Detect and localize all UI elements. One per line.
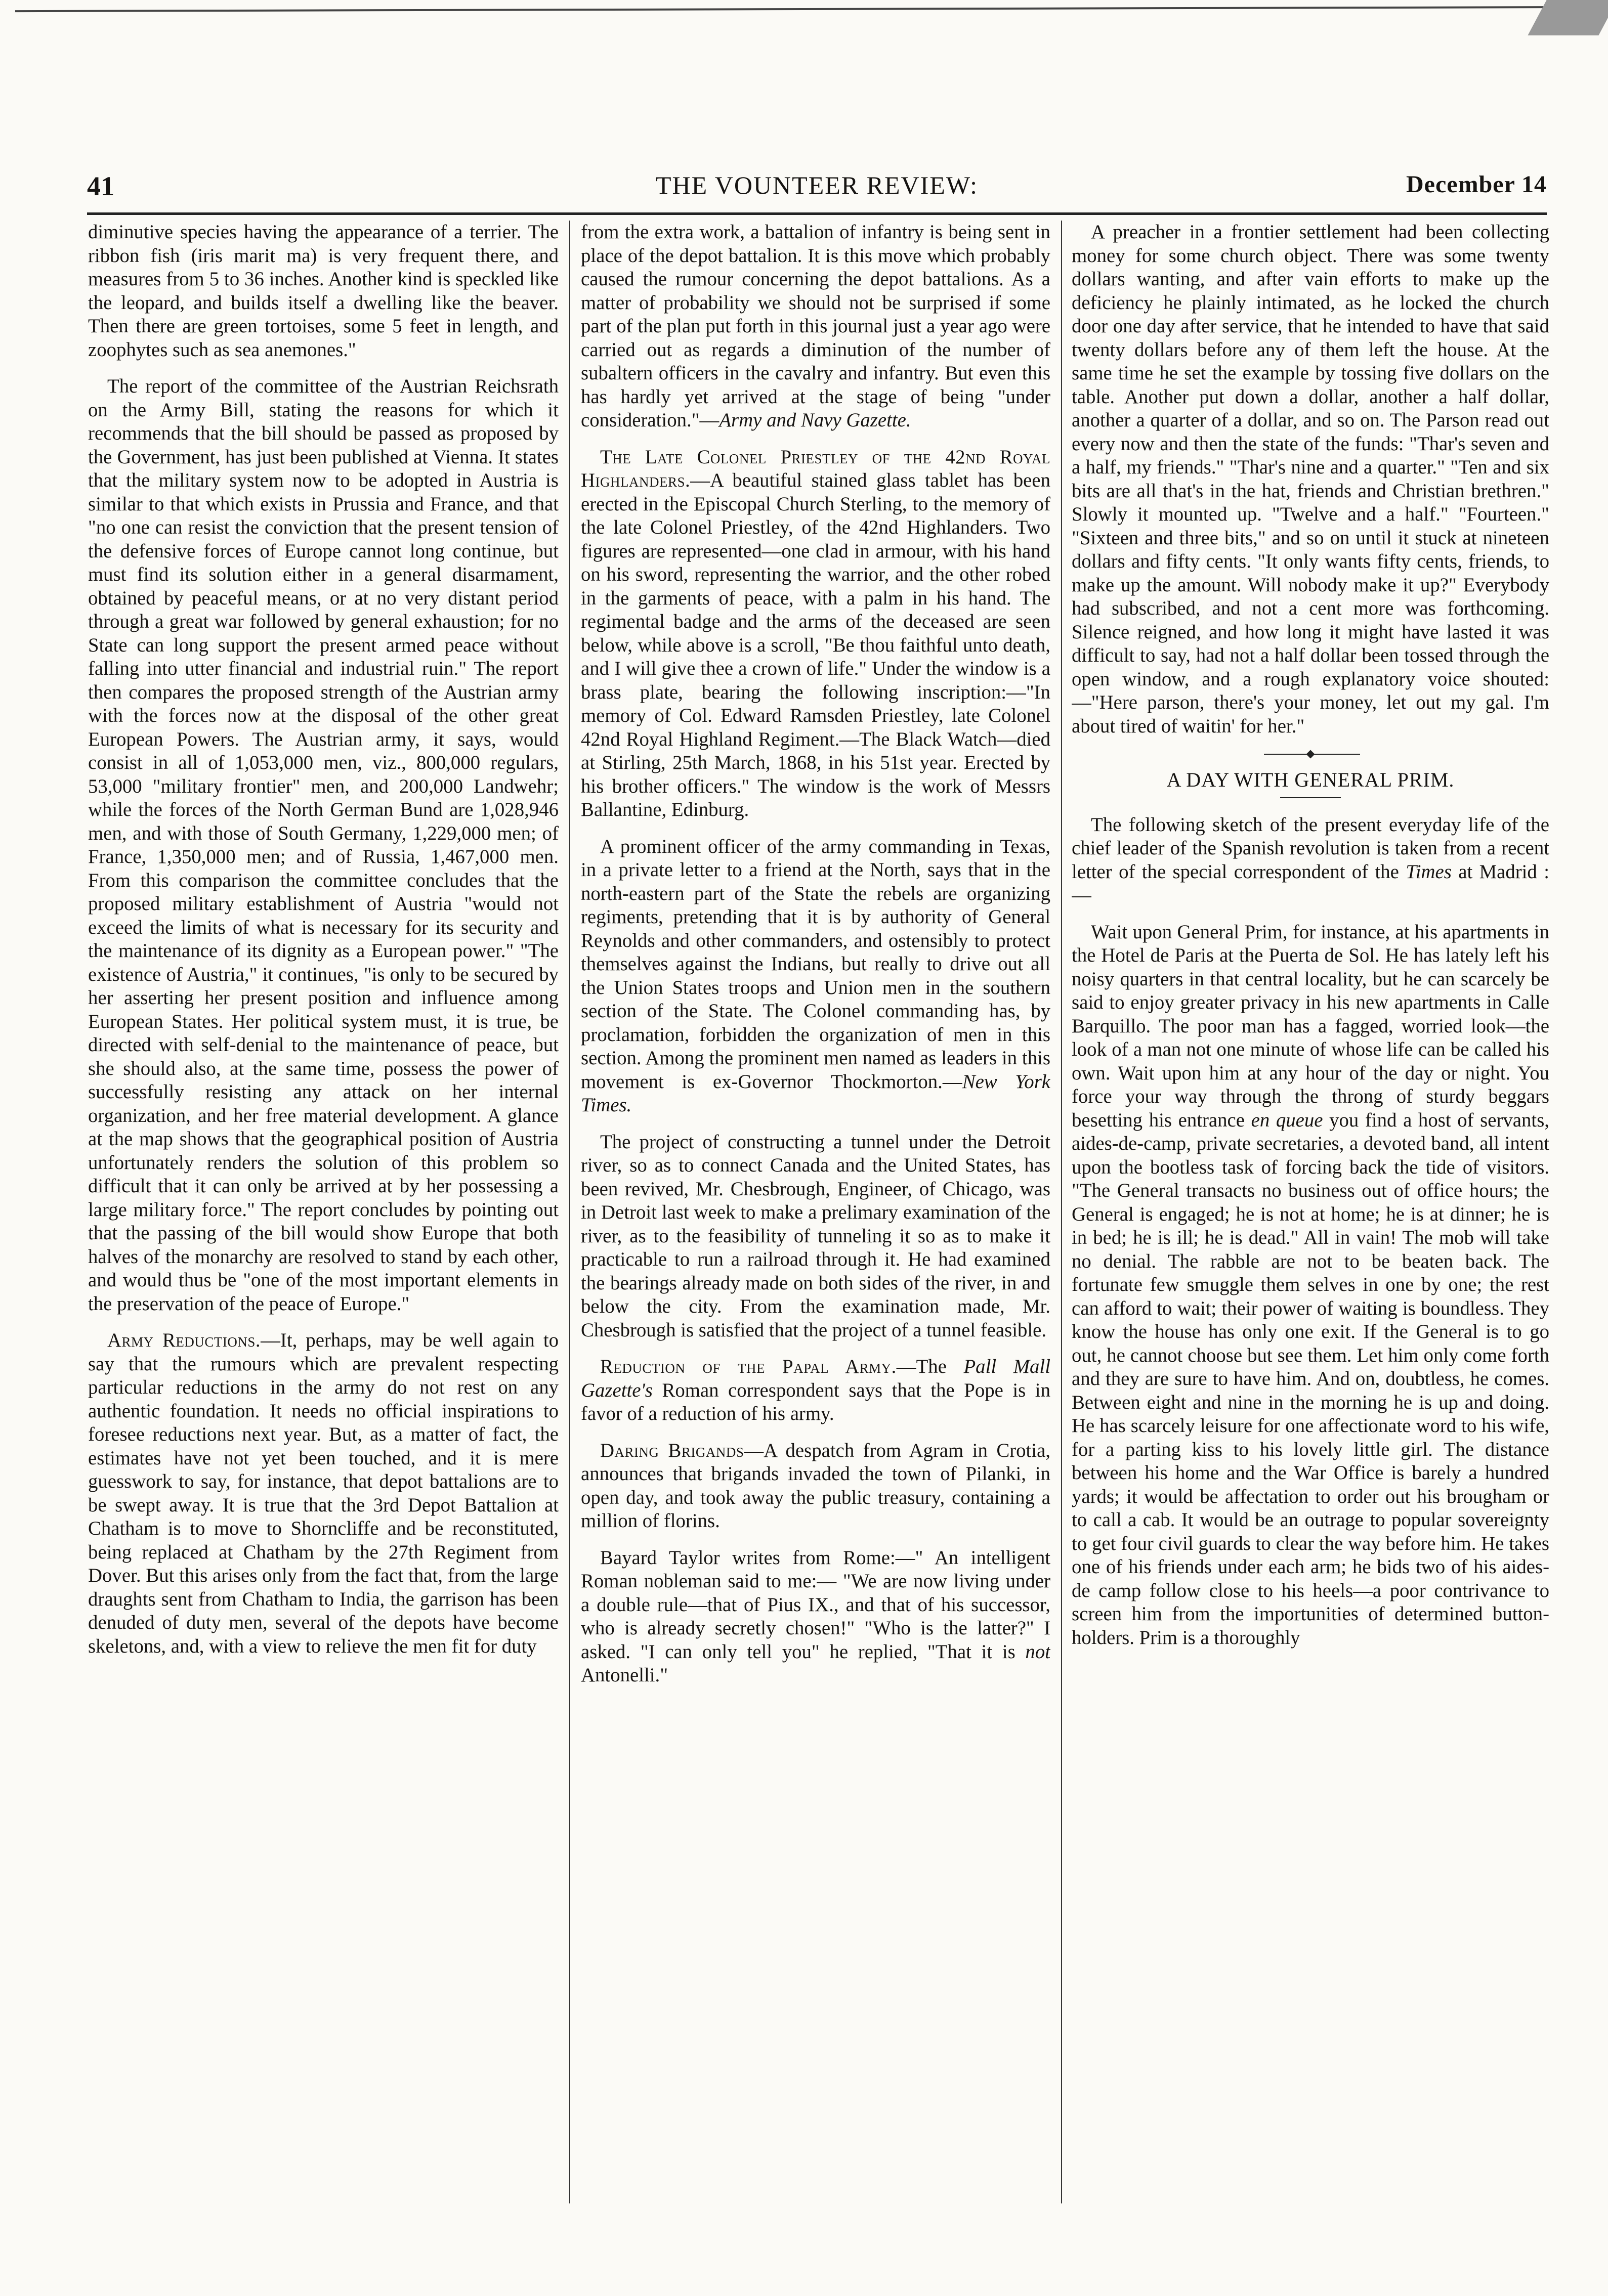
column-2 — [581, 221, 1050, 2203]
column-rule — [569, 221, 570, 2203]
article-body: —A despatch from Agram in Crotia, announces that brigands invaded the town of Pilanki, in open day, and took away the public treasury, containing a million of florins. — [581, 1439, 1050, 1532]
header-rule — [87, 212, 1547, 215]
heading-rule — [1280, 797, 1341, 798]
article-bayard-taylor — [581, 1546, 1050, 1687]
article-body: at Madrid :— — [1072, 860, 1549, 906]
article-continuation — [581, 221, 1050, 432]
article-body: —A beautiful stained glass tablet has been erected in the Episcopal Church Sterling, to the memory of the late Colonel Priestley, of the 42nd Highlanders. Two figures are represented—one clad in armour, with his hand on his sword, representing the warrior, and the other robed in the garments of peace, with a palm in his hand. The regimental badge and the arms of the deceased are seen below, while above is a scroll, "Be thou faithful unto death, and I will give thee a crown of life." Under the window is a brass plate, bearing the following inscription:—"In memory of Col. Edward Ramsden Priestley, late Colonel 42nd Royal Highland Regiment.—The Black Watch—died at Stirling, 25th March, 1868, in his 51st year. Erected by his brother officers." The window is the work of Messrs Ballantine, Edinburg. — [581, 469, 1050, 820]
article-heading: Reduction of the Papal Army. — [600, 1356, 897, 1377]
newspaper-name: Times — [1406, 860, 1452, 883]
article-austrian-army-bill: The report of the committee of the Austrian Reichsrath on the Army Bill, stating the reasons for which it recommends that the bill should be passed as proposed by the Government, has just been published at Vienna. It states that the military system now to be adopted in Austria is similar to that which exists in Prussia and France, and that "no one can resist the conviction that the present tension of the defensive forces of Europe cannot long continue, but must find its solution either in a general disarmament, obtained by peaceful means, or at no very distant period through a great war followed by general exhaustion; for no State can long support the present armed peace without falling into utter financial and industrial ruin." The report then compares the proposed strength of the Austrian army with the forces now at the disposal of the other great European Powers. The Austrian army, it says, would consist in all of 1,053,000 men, viz., 800,000 regulars, 53,000 "military frontier" men, and 200,000 Landwehr; while the forces of the North German Bund are 1,028,946 men, and with those of South Germany, 1,229,000 men; of France, 1,350,000 men; and of Russia, 1,467,000 men. From this comparison the committee concludes that the proposed military establishment of Austria "would not exceed the limits of what is necessary for its security and the maintenance of its dignity as a European power." "The existence of Austria," it continues, "is only to be secured by her asserting her present position and influence among European States. Her political system must, it is true, be directed with self-denial to the maintenance of peace, but she should also, at the same time, possess the power of successfully resisting any attack on her internal organization, and her free material development. A glance at the map shows that the geographical position of Austria unfortunately renders the solution of this problem so difficult that it can only be arrived at by her possessing a large military force." The report concludes by pointing out that the passing of the bill would show Europe that both halves of the monarchy are resolved to stand by each other, and would thus be "one of the most important elements in the preservation of the peace of Europe." — [88, 375, 559, 1315]
article-body: Roman correspondent says that the Pope is in favor of a reduction of his army. — [581, 1379, 1050, 1424]
journal-title: THE VOUNTEER REVIEW: — [655, 171, 979, 199]
page-corner-fold — [1528, 0, 1608, 35]
page-top-edge — [15, 6, 1594, 12]
emphasis: en queue — [1251, 1109, 1323, 1131]
column-3 — [1072, 221, 1549, 2203]
article-heading: Army Reductions. — [107, 1329, 261, 1351]
article-texas-rebels — [581, 835, 1050, 1117]
article-army-reductions — [88, 1329, 559, 1658]
newspaper-name: Pall Mall Gazette's — [581, 1356, 1050, 1401]
article-colonel-priestley — [581, 446, 1050, 822]
article-body: Antonelli." — [581, 1664, 668, 1686]
article-detroit-tunnel: The project of constructing a tunnel under the Detroit river, so as to connect Canada and the United States, has been revived, Mr. Chesbrough, Engineer, of Chicago, was in Detroit last week to make a prelimary examination of the river, as to the feasibility of tunneling it so as to make it practicable to run a railroad through it. He had examined the bearings already made on both sides of the river, in and below the city. From the examination made, Mr. Chesbrough is satisfied that the project of a tunnel feasible. — [581, 1131, 1050, 1341]
column-rule — [1061, 221, 1062, 2203]
article-source: Army and Navy Gazette. — [719, 409, 911, 431]
issue-date: December 14 — [1406, 171, 1547, 198]
article-paragraph: diminutive species having the appearance of a terrier. The ribbon fish (iris marit ma) is very frequent there, and measures from 5 to 36 inches. Another kind is speckled like the leopard, and builds itself a dwelling like the beaver. Then there are green tortoises, some 5 feet in length, and zoophytes such as sea anemones." — [88, 221, 559, 361]
article-body: you find a host of servants, aides-de-camp, private secretaries, a devoted band, all intent upon the bootless task of forcing back the tide of visitors. "The General transacts no business out of office hours; the General is engaged; he is not at home; he is at dinner; he is in bed; he is ill; he is dead." All in vain! The mob will take no denial. The rabble are not to be beaten back. The fortunate few smuggle them selves in one by one; the rest can afford to wait; their power of waiting is boundless. They know the house has only one exit. If the General is to go out, he cannot choose but see them. Let him only come forth and they are sure to have him. And on, doubtless, he comes. Between eight and nine in the morning he is up and doing. He has scarcely leisure for one affectionate word to his wife, for a parting kiss to his lovely little girl. The distance between his home and the War Office is barely a hundred yards; it would be affectation to order out his brougham or to call a cab. It would be an outrage to popular sovereignty to get four civil guards to clear the way before him. He takes one of his friends under each arm; he bids two of his aides-de camp follow close to his heels—a poor contrivance to screen him from the importunities of determined button-holders. Prim is a thoroughly — [1072, 1109, 1549, 1649]
page-number: 41 — [87, 171, 114, 201]
article-prim-intro — [1072, 813, 1549, 907]
column-1 — [88, 221, 559, 2203]
article-papal-army — [581, 1355, 1050, 1426]
article-body: —It, perhaps, may be well again to say that the rumours which are prevalent respecting particular reductions in the army do not rest on any authentic foundation. It needs no official inspirations to foresee reductions next year. But, as a matter of fact, the estimates have not yet been touched, and it is mere guesswork to say, for instance, that depot battalions are to be swept away. It is true that the 3rd Depot Battalion at Chatham is to move to Shorncliffe and be reconstituted, being replaced at Chatham by the 27th Regiment from Dover. But this arises only from the fact that, from the large draughts sent from Chatham to India, the garrison has been denuded of duty men, several of the depots have become skeletons, and, with a view to relieve the men fit for duty — [88, 1329, 559, 1657]
article-body: Bayard Taylor writes from Rome:—" An intelligent Roman nobleman said to me:— "We are now living under a double rule—that of Pius IX., and that of his successor, who is already secretly chosen!" "Who is the latter?" I asked. "I can only tell you" he replied, "That it is — [581, 1546, 1050, 1663]
article-source: New York Times. — [581, 1070, 1050, 1116]
article-body: The following sketch of the present everyday life of the chief leader of the Spanish revolution is taken from a recent letter of the special correspondent of the — [1072, 813, 1549, 883]
article-title-general-prim: A DAY WITH GENERAL PRIM. — [1166, 768, 1455, 791]
section-separator — [1072, 751, 1549, 756]
page-header — [87, 170, 1547, 211]
article-preacher: A preacher in a frontier settlement had been collecting money for some church object. There was some twenty dollars wanting, and after vain efforts to make up the deficiency he plainly intimated, as he locked the church door one day after service, that he intended to have that said twenty dollars before any of them left the house. At the same time he set the example by tossing five dollars on the table. Another put down a dollar, another a half dollar, another a quarter of a dollar, and so on. The Parson read out every now and then the state of the funds: "Thar's seven and a half, my friends." "Thar's nine and a quarter." "Ten and six bits are all that's in the hat, friends and Christian brethren." Slowly it mounted up. "Twelve and a half." "Fourteen." "Sixteen and three bits," and so on until it stuck at nineteen dollars and fifty cents. "It only wants fifty cents, friends, to make up the amount. Will nobody make it up?" Everybody had subscribed, and not a cent more was forthcoming. Silence reigned, and how long it might have lasted it was difficult to say, had not a half dollar been tossed through the open window, and a rough explanatory voice shouted:—"Here parson, there's your money, let out my gal. I'm about tired of waitin' for her." — [1072, 221, 1549, 737]
emphasis: not — [1025, 1640, 1050, 1663]
article-body: Wait upon General Prim, for instance, at his apartments in the Hotel de Paris at the Puerta de Sol. He has lately left his noisy quarters in that central locality, but he can scarcely be said to enjoy greater privacy in his new apartments in Calle Barquillo. The poor man has a fagged, worried look—the look of a man not one minute of whose life can be called his own. Wait upon him at any hour of the day or night. You force your way through the throng of sturdy beggars besetting his entrance — [1072, 921, 1549, 1131]
article-heading: Daring Brigands — [600, 1439, 744, 1461]
article-prim-body — [1072, 921, 1549, 1650]
article-heading: The Late Colonel Priestley of the 42nd Royal Highlanders. — [581, 446, 1050, 491]
article-body: A prominent officer of the army commanding in Texas, in a private letter to a friend at the North, says that in the north-eastern part of the State the rebels are organizing regiments, pretending that it is by authority of General Reynolds and other commanders, and ostensibly to protect themselves against the Indians, but really to drive out all the Union States troops and Union men in the southern section of the State. The Colonel commanding has, by proclamation, forbidden the organization of men in this section. Among the prominent men named as leaders in this movement is ex-Governor Thockmorton.— — [581, 835, 1050, 1093]
article-body: from the extra work, a battalion of infantry is being sent in place of the depot battalion. It is this move which probably caused the rumour concerning the depot battalions. As a matter of probability we should not be surprised if some part of the plan put forth in this journal just a year ago were carried out as regards a diminution of the number of subaltern officers in the cavalry and infantry. But even this has hardly yet arrived at the stage of being "under consideration."— — [581, 221, 1050, 431]
article-daring-brigands — [581, 1439, 1050, 1533]
article-body: —The — [896, 1356, 964, 1377]
